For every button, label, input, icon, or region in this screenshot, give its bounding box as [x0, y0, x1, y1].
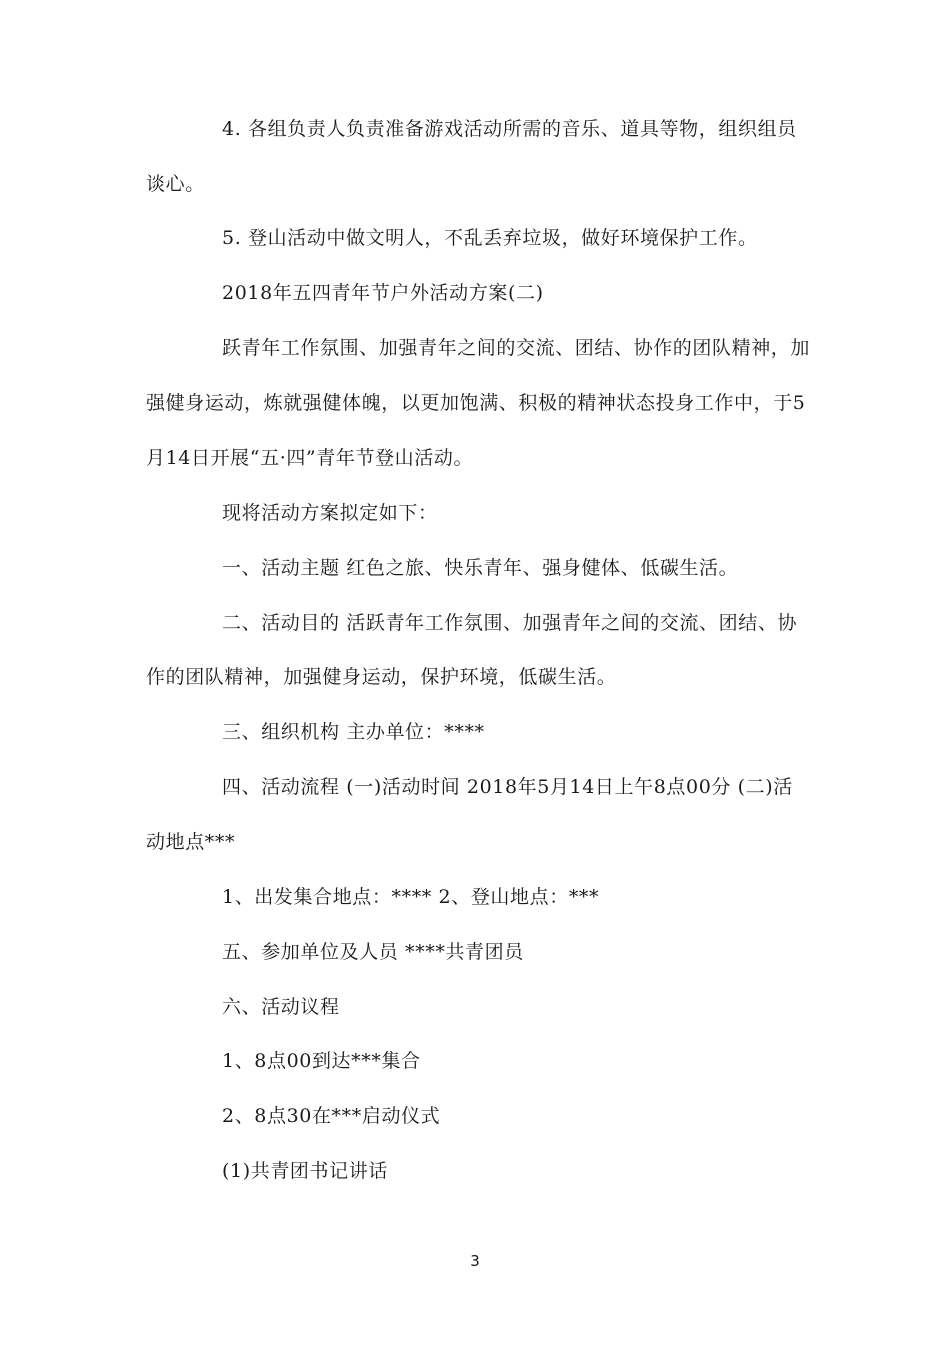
- section-heading: 2018年五四青年节户外活动方案(二): [222, 282, 544, 304]
- paragraph-line: 1、8点00到达***集合: [222, 1050, 421, 1072]
- paragraph-line: 跃青年工作氛围、加强青年之间的交流、团结、协作的团队精神，加: [222, 337, 811, 359]
- paragraph-line: 三、组织机构 主办单位：****: [222, 721, 485, 743]
- paragraph-line: 4. 各组负责人负责准备游戏活动所需的音乐、道具等物，组织组员: [222, 118, 797, 140]
- paragraph-line: 5. 登山活动中做文明人，不乱丢弃垃圾，做好环境保护工作。: [222, 227, 758, 249]
- paragraph-line: 一、活动主题 红色之旅、快乐青年、强身健体、低碳生活。: [222, 557, 739, 579]
- paragraph-line: 现将活动方案拟定如下：: [222, 502, 438, 524]
- paragraph-line: 月14日开展“五·四”青年节登山活动。: [146, 447, 474, 469]
- paragraph-line: 动地点***: [146, 831, 236, 853]
- paragraph-line: 强健身运动，炼就强健体魄，以更加饱满、积极的精神状态投身工作中，于5: [146, 392, 806, 414]
- paragraph-line: (1)共青团书记讲话: [222, 1160, 388, 1182]
- paragraph-line: 2、8点30在***启动仪式: [222, 1105, 441, 1127]
- page-number: 3: [470, 1252, 480, 1270]
- paragraph-line: 作的团队精神，加强健身运动，保护环境，低碳生活。: [146, 666, 617, 688]
- paragraph-line: 1、出发集合地点：**** 2、登山地点：***: [222, 886, 600, 908]
- paragraph-line: 谈心。: [146, 173, 205, 195]
- paragraph-line: 二、活动目的 活跃青年工作氛围、加强青年之间的交流、团结、协: [222, 612, 798, 634]
- paragraph-line: 六、活动议程: [222, 996, 340, 1018]
- paragraph-line: 五、参加单位及人员 ****共青团员: [222, 941, 524, 963]
- paragraph-line: 四、活动流程 (一)活动时间 2018年5月14日上午8点00分 (二)活: [222, 776, 793, 798]
